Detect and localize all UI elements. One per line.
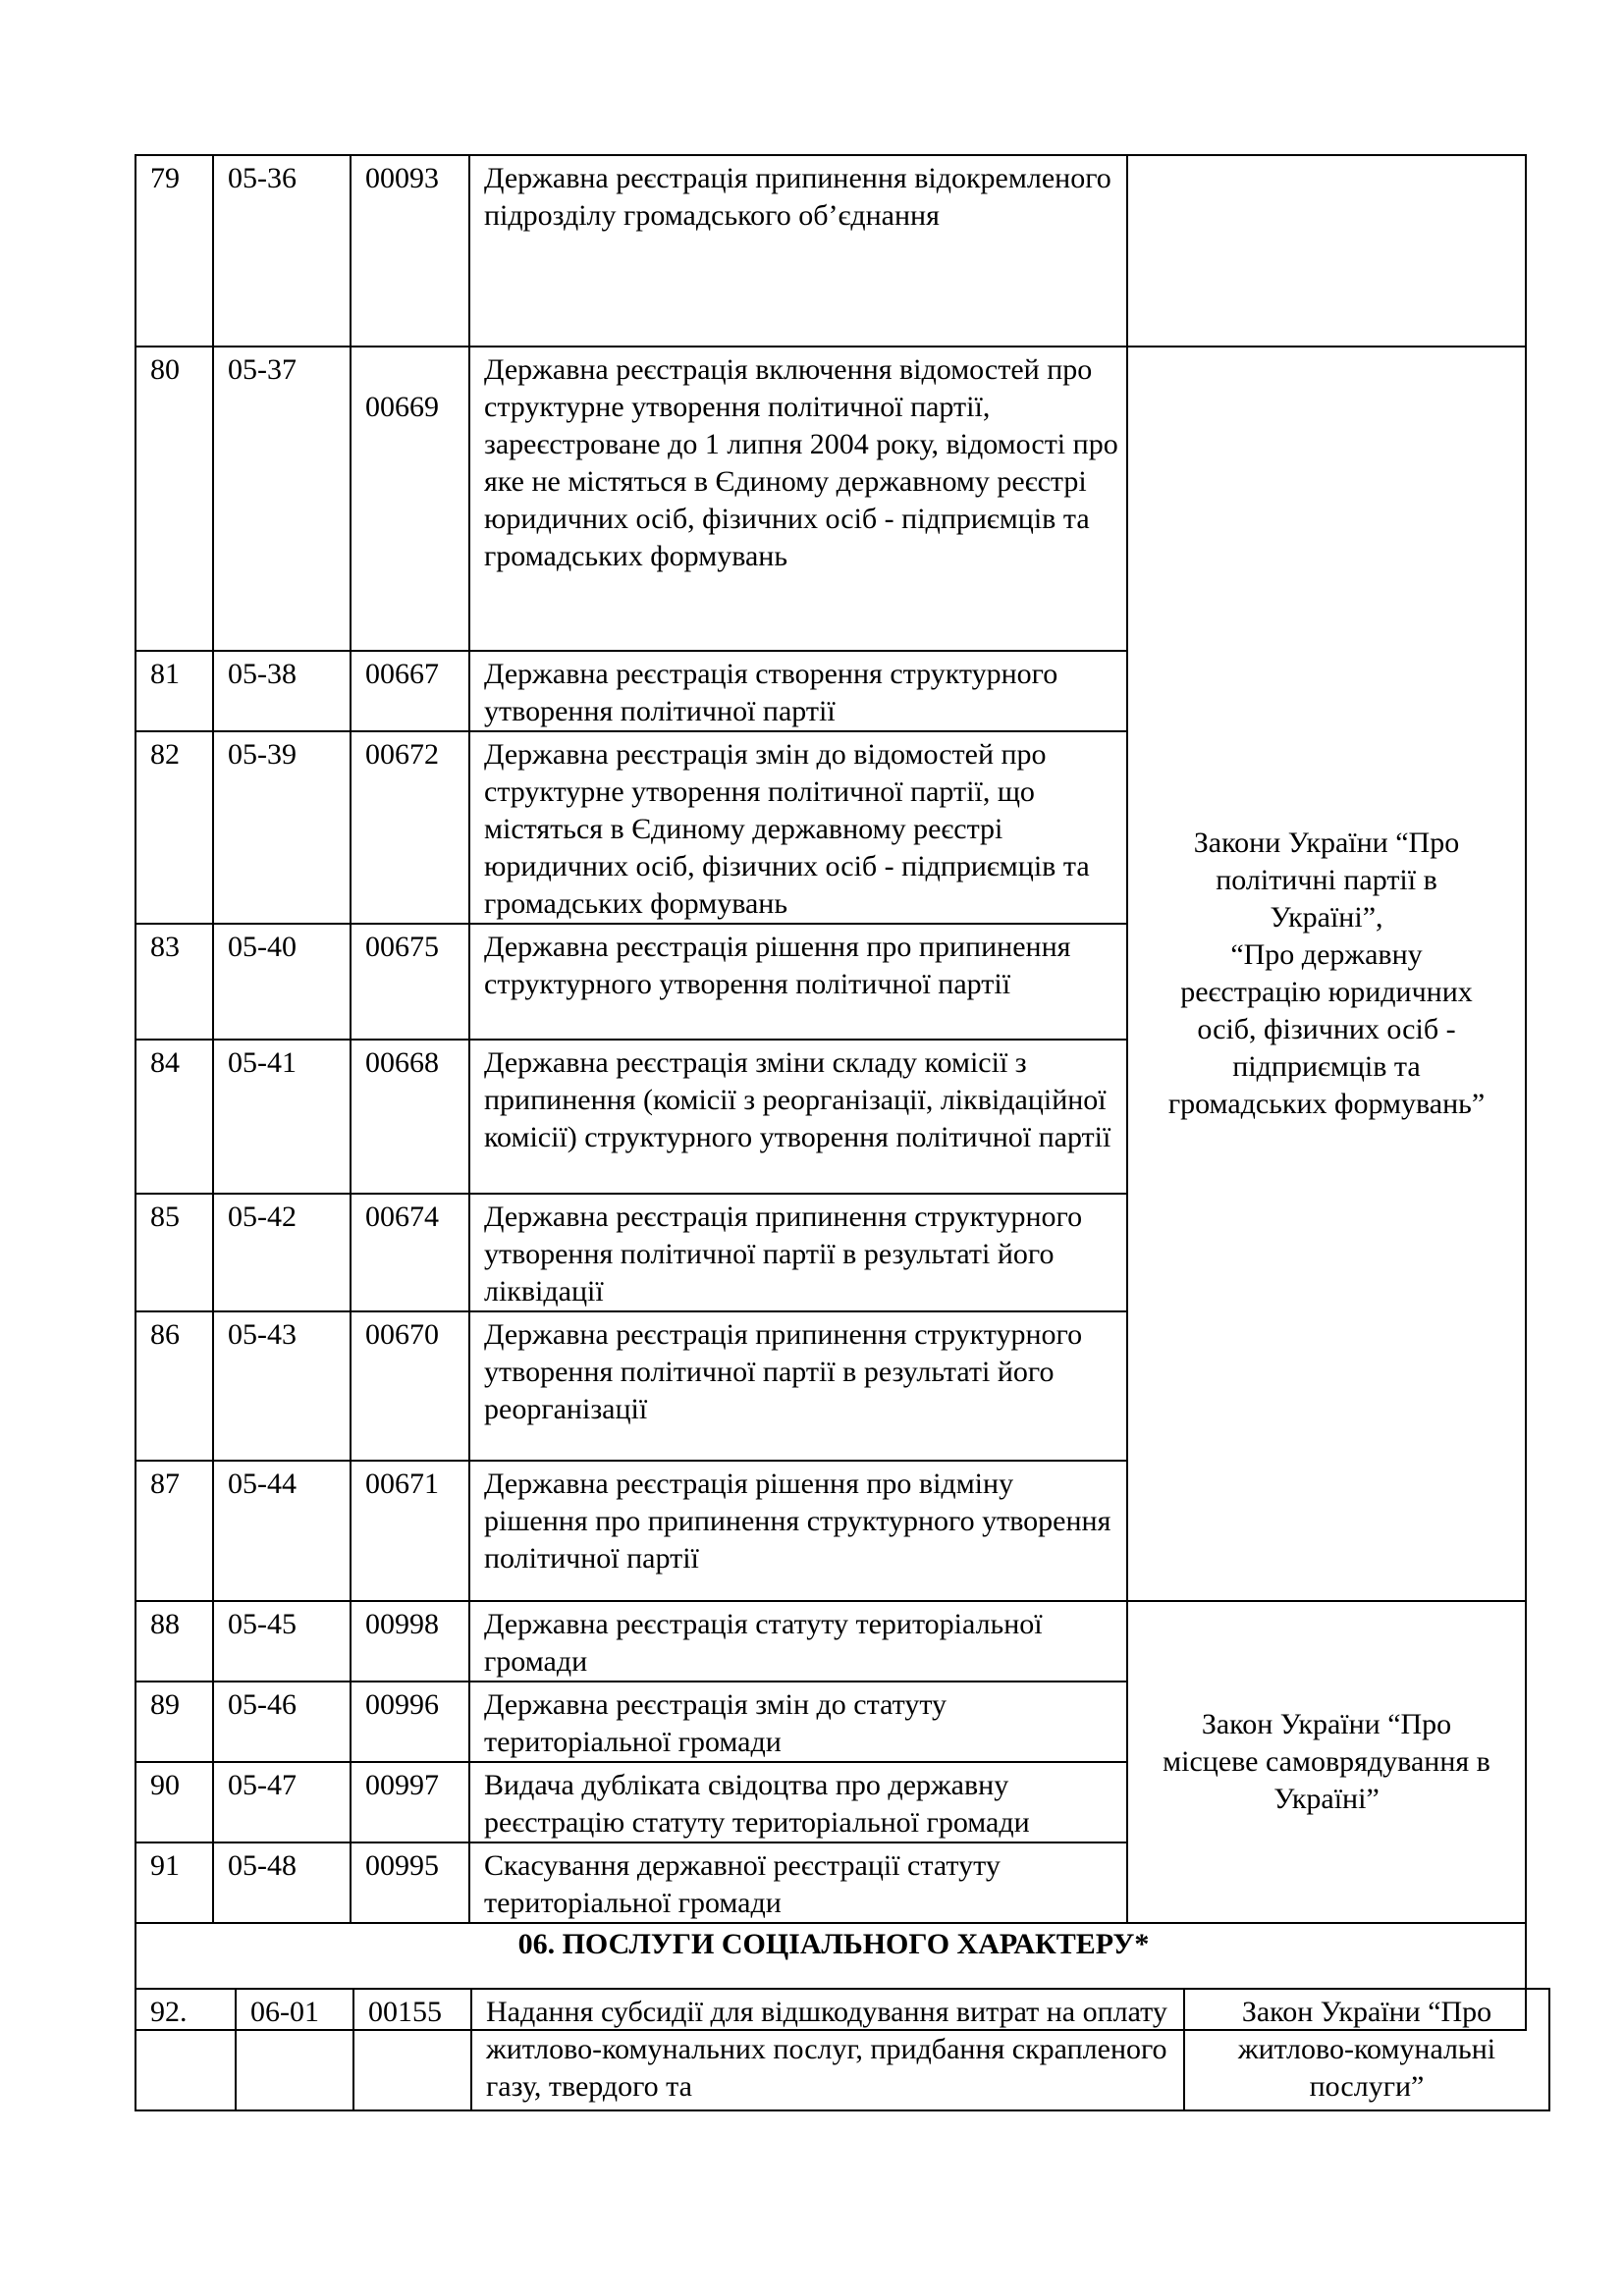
section-code: 06-01 <box>236 1989 353 2110</box>
section-code: 05-43 <box>213 1311 351 1461</box>
legal-basis-parties <box>1127 347 1526 1601</box>
section-code: 05-42 <box>213 1194 351 1311</box>
service-name: Державна реєстрація змін до статуту територіальної громади <box>469 1682 1127 1762</box>
social-services-table <box>135 1988 1550 2111</box>
section-code: 05-40 <box>213 924 351 1040</box>
service-code: 00667 <box>351 651 469 731</box>
section-code: 05-36 <box>213 155 351 347</box>
service-name: Державна реєстрація змін до відомостей про структурне утворення політичної партії, що містяться в Єдиному державному реєстрі юридичних осіб, фізичних осіб - підприємців та громадських формувань <box>469 731 1127 924</box>
service-name: Державна реєстрація припинення структурного утворення політичної партії в результаті його ліквідації <box>469 1194 1127 1311</box>
service-name: Державна реєстрація зміни складу комісії з припинення (комісії з реорганізації, ліквідаційної комісії) структурного утворення політичної партії <box>469 1040 1127 1194</box>
row-number: 89 <box>135 1682 213 1762</box>
service-code: 00155 <box>353 1989 471 2110</box>
row-number: 86 <box>135 1311 213 1461</box>
service-name: Державна реєстрація рішення про припинення структурного утворення політичної партії <box>469 924 1127 1040</box>
legal-basis-empty <box>1127 155 1526 347</box>
service-code: 00093 <box>351 155 469 347</box>
section-code: 05-47 <box>213 1762 351 1842</box>
section-code: 05-39 <box>213 731 351 924</box>
service-code: 00996 <box>351 1682 469 1762</box>
table-row <box>135 347 1526 651</box>
row-number: 92. <box>135 1989 236 2110</box>
table-row <box>135 1989 1549 2110</box>
row-number: 83 <box>135 924 213 1040</box>
section-code: 05-45 <box>213 1601 351 1682</box>
section-code: 05-48 <box>213 1842 351 1923</box>
service-name: Державна реєстрація створення структурного утворення політичної партії <box>469 651 1127 731</box>
service-code: 00670 <box>351 1311 469 1461</box>
table-row <box>135 1601 1526 1682</box>
service-name: Державна реєстрація статуту територіальної громади <box>469 1601 1127 1682</box>
row-number: 91 <box>135 1842 213 1923</box>
legal-basis-self-government <box>1127 1601 1526 1923</box>
row-number: 88 <box>135 1601 213 1682</box>
row-number: 87 <box>135 1461 213 1601</box>
row-number: 79 <box>135 155 213 347</box>
service-code: 00668 <box>351 1040 469 1194</box>
service-name: Державна реєстрація припинення відокремленого підрозділу громадського об’єднання <box>469 155 1127 347</box>
law-text: Закони України “Про політичні партії в Україні”, “Про державну реєстрацію юридичних осіб, фізичних осіб - підприємців та громадських формувань” <box>1167 827 1486 1120</box>
row-number: 82 <box>135 731 213 924</box>
row-number: 85 <box>135 1194 213 1311</box>
service-code: 00675 <box>351 924 469 1040</box>
service-name: Надання субсидії для відшкодування витрат на оплату житлово-комунальних послуг, придбання скрапленого газу, твердого та <box>471 1989 1184 2110</box>
law-text: Закон України “Про місцеве самоврядування в Україні” <box>1163 1708 1490 1815</box>
service-code: 00997 <box>351 1762 469 1842</box>
law-text: Закон України “Про житлово-комунальні послуги” <box>1237 1996 1496 2103</box>
service-name: Державна реєстрація припинення структурного утворення політичної партії в результаті його реорганізації <box>469 1311 1127 1461</box>
service-code-text: 00669 <box>365 391 439 423</box>
service-code: 00672 <box>351 731 469 924</box>
section-code: 05-38 <box>213 651 351 731</box>
row-number: 81 <box>135 651 213 731</box>
section-code: 05-44 <box>213 1461 351 1601</box>
services-table <box>135 154 1527 2031</box>
service-code: 00674 <box>351 1194 469 1311</box>
service-name: Видача дубліката свідоцтва про державну реєстрацію статуту територіальної громади <box>469 1762 1127 1842</box>
service-code <box>351 347 469 651</box>
service-name: Скасування державної реєстрації статуту територіальної громади <box>469 1842 1127 1923</box>
row-number: 80 <box>135 347 213 651</box>
section-code: 05-37 <box>213 347 351 651</box>
service-code: 00671 <box>351 1461 469 1601</box>
row-number: 90 <box>135 1762 213 1842</box>
row-number: 84 <box>135 1040 213 1194</box>
service-code: 00998 <box>351 1601 469 1682</box>
legal-basis-housing <box>1184 1989 1549 2110</box>
section-code: 05-46 <box>213 1682 351 1762</box>
section-heading: 06. ПОСЛУГИ СОЦІАЛЬНОГО ХАРАКТЕРУ* <box>135 1923 1526 2030</box>
table-row <box>135 155 1526 347</box>
section-code: 05-41 <box>213 1040 351 1194</box>
service-name: Державна реєстрація включення відомостей про структурне утворення політичної партії, зареєстроване до 1 липня 2004 року, відомості про яке не містяться в Єдиному державному реєстрі юридичних осіб, фізичних осіб - підприємців та громадських формувань <box>469 347 1127 651</box>
service-name: Державна реєстрація рішення про відміну рішення про припинення структурного утворення політичної партії <box>469 1461 1127 1601</box>
service-code: 00995 <box>351 1842 469 1923</box>
